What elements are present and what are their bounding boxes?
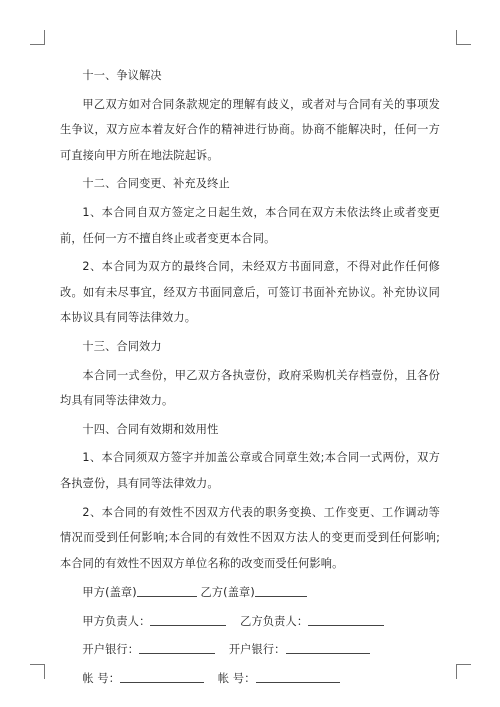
party-a-rep-blank[interactable] bbox=[150, 613, 226, 626]
section-13-paragraph-1: 本合同一式叁份，甲乙双方各执壹份，政府采购机关存档壹份，且各份均具有同等法律效力。 bbox=[60, 368, 440, 408]
crop-mark-top-left bbox=[30, 30, 45, 45]
section-heading-12: 十二、合同变更、补充及终止 bbox=[82, 177, 230, 191]
seal-line bbox=[60, 580, 440, 606]
section-heading-13: 十三、合同效力 bbox=[82, 339, 162, 353]
section-12-paragraph-1: 1、本合同自双方签定之日起生效，本合同在双方未依法终止或者变更前，任何一方不擅自终止或者变更本合同。 bbox=[60, 205, 440, 245]
party-a-seal-blank[interactable] bbox=[137, 584, 197, 597]
crop-mark-bottom-left bbox=[30, 664, 45, 679]
section-heading-14: 十四、合同有效期和效用性 bbox=[82, 422, 219, 436]
party-a-seal-label: 甲方(盖章) bbox=[82, 586, 137, 600]
party-a-account-blank[interactable] bbox=[120, 670, 204, 683]
section-11-paragraph-1: 甲乙双方如对合同条款规定的理解有歧义，或者对与合同有关的事项发生争议，双方应本着友好合作的精神进行协商。协商不能解决时，任何一方可直接向甲方所在地法院起诉。 bbox=[60, 97, 440, 162]
party-b-account-label: 帐 号： bbox=[217, 672, 256, 686]
party-a-bank-blank[interactable] bbox=[139, 641, 215, 654]
party-a-rep-label: 甲方负责人： bbox=[82, 614, 151, 628]
section-14-paragraph-1: 1、本合同须双方签字并加盖公章或合同章生效;本合同一式两份，双方各执壹份，具有同等法律效力。 bbox=[60, 451, 440, 490]
party-a-bank-label: 开户银行： bbox=[82, 643, 140, 657]
party-b-bank-blank[interactable] bbox=[286, 641, 370, 654]
party-b-rep-label: 乙方负责人： bbox=[240, 614, 309, 628]
party-b-account-blank[interactable] bbox=[256, 670, 340, 683]
party-b-seal-label: 乙方(盖章) bbox=[200, 586, 255, 600]
crop-mark-top-right bbox=[456, 30, 471, 45]
party-b-bank-label: 开户银行： bbox=[228, 643, 286, 657]
party-a-account-label: 帐 号： bbox=[82, 672, 121, 686]
bank-line bbox=[60, 637, 440, 663]
section-12-paragraph-2: 2、本合同为双方的最终合同，未经双方书面同意，不得对此作任何修改。如有未尽事宜，经双方书面同意后，可签订书面补充协议。补充协议同本协议具有同等法律效力。 bbox=[60, 260, 440, 325]
signature-block bbox=[60, 580, 440, 691]
crop-mark-bottom-right bbox=[456, 664, 471, 679]
representative-line bbox=[60, 609, 440, 635]
section-heading-11: 十一、争议解决 bbox=[82, 69, 162, 82]
party-b-rep-blank[interactable] bbox=[308, 613, 384, 626]
contract-body bbox=[60, 63, 440, 695]
account-line bbox=[60, 666, 440, 692]
party-b-seal-blank[interactable] bbox=[255, 584, 307, 597]
section-14-paragraph-2: 2、本合同的有效性不因双方代表的职务变换、工作变更、工作调动等情况而受到任何影响;本合同的有效性不因双方法人的变更而受到任何影响;本合同的有效性不因双方单位名称的改变而受任何影响。 bbox=[60, 505, 440, 570]
